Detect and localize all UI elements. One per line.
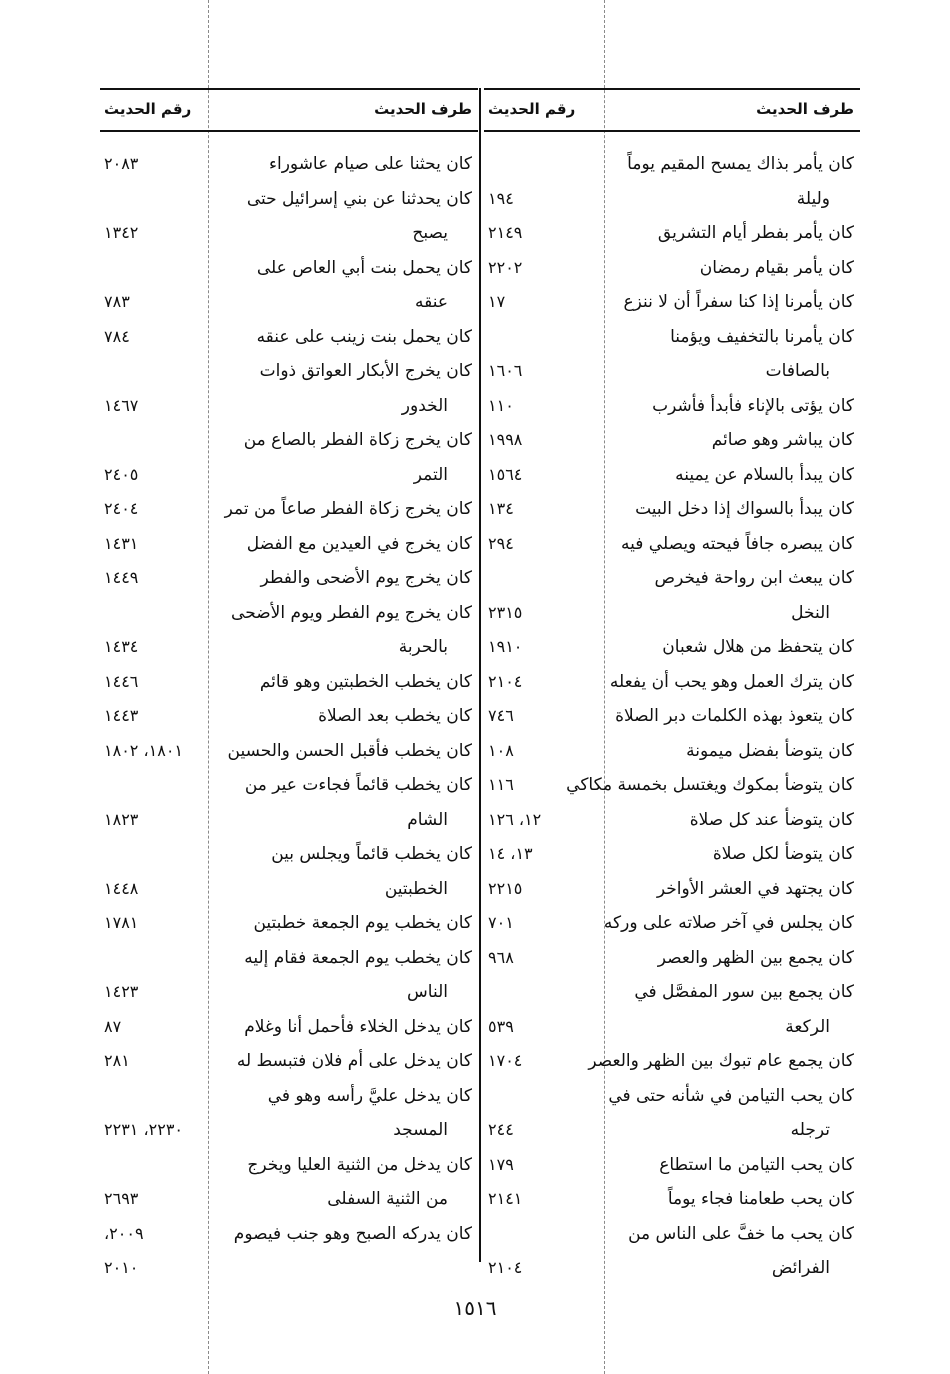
index-entry (484, 942, 860, 977)
hadith-number: ٢١٠٤ (488, 671, 523, 691)
hadith-term: كان يتوضأ بفضل ميمونة (686, 740, 854, 761)
index-entry (484, 1183, 860, 1218)
hadith-term: كان يجلس في آخر صلاته على وركه (603, 913, 854, 933)
index-entry (484, 1080, 860, 1115)
hadith-term: كان يحب التيامن في شأنه حتى في (608, 1085, 854, 1106)
hadith-term: من الثنية السفلى (327, 1189, 448, 1209)
hadith-term: كان يحب طعامنا فجاء يوماً (667, 1189, 854, 1209)
hadith-term: كان يدخل الخلاء فأحمل أنا وغلام (244, 1016, 472, 1037)
hadith-term: كان يبصره جافاً فيحته ويصلي فيه (621, 533, 854, 554)
hadith-number: ٧٠١ (488, 913, 514, 932)
hadith-number: ٢١٠٤ (488, 1258, 523, 1277)
index-entry (484, 1218, 860, 1253)
hadith-term: كان يدخل عليَّ رأسه وهو في (267, 1085, 472, 1106)
index-entry (100, 1252, 478, 1287)
hadith-term: كان يباشر وهو صائم (711, 430, 854, 450)
hadith-number: ١٤٤٣ (104, 706, 139, 725)
index-entry (100, 769, 478, 804)
hadith-number: ٩٦٨ (488, 947, 514, 967)
hadith-term: كان يتحفظ من هلال شعبان (662, 637, 854, 657)
hadith-term: الفرائض (771, 1258, 830, 1278)
hadith-number: ٢٤٠٥ (104, 464, 139, 484)
hadith-term: كان يجمع بين الظهر والعصر (657, 947, 854, 968)
hadith-term: كان يبدأ بالسلام عن يمينه (675, 464, 854, 485)
index-entry (484, 631, 860, 666)
index-entry (484, 700, 860, 735)
index-entry (484, 735, 860, 770)
hadith-number: ٢٠١٠ (104, 1258, 139, 1277)
hadith-number: ١٤٤٩ (104, 568, 139, 587)
index-entry (100, 1011, 478, 1046)
hadith-term: كان يأمرنا إذا كنا سفراً أن لا ننزع (623, 292, 854, 312)
hadith-number: ١٩٤ (488, 188, 514, 208)
header-term-label: طرف الحديث (756, 100, 854, 118)
hadith-term: الناس (407, 982, 448, 1002)
hadith-number: ١٤٤٦ (104, 671, 139, 691)
hadith-term: الركعة (785, 1016, 830, 1037)
hadith-term: التمر (413, 464, 448, 485)
index-entry (484, 597, 860, 632)
hadith-term: كان يخرج زكاة الفطر صاعاً من تمر (224, 499, 472, 519)
hadith-term: كان يحمل بنت أبي العاص على (256, 257, 472, 278)
index-entry (484, 1114, 860, 1149)
hadith-number: ١٤٣١ (104, 533, 139, 553)
hadith-number: ١٩١٠ (488, 637, 523, 656)
hadith-number: ٢١٤١ (488, 1189, 523, 1208)
hadith-number: ١٣٤ (488, 499, 514, 518)
hadith-number: ١٨٢٣ (104, 809, 139, 829)
index-rows (100, 148, 478, 1287)
hadith-number: ٢٨١ (104, 1051, 130, 1070)
hadith-term: المسجد (393, 1120, 448, 1140)
header-number-label: رقم الحديث (488, 100, 576, 118)
hadith-term: كان يدخل على أم فلان فتبسط له (236, 1051, 472, 1071)
hadith-number: ١٧٩ (488, 1154, 514, 1174)
hadith-term: كان يتعوذ بهذه الكلمات دبر الصلاة (615, 706, 854, 726)
hadith-term: كان يخرج يوم الأضحى والفطر (260, 568, 472, 588)
index-entry (100, 183, 478, 218)
index-entry (484, 976, 860, 1011)
index-entry (100, 390, 478, 425)
hadith-term: كان يجتهد في العشر الأواخر (656, 878, 854, 899)
hadith-term: كان يأمرنا بالتخفيف ويؤمنا (670, 326, 854, 347)
index-entry (484, 804, 860, 839)
index-entry (484, 562, 860, 597)
hadith-term: كان يتوضأ بمكوك ويغتسل بخمسة مكاكي (566, 775, 854, 795)
index-entry (100, 873, 478, 908)
hadith-term: كان يدركه الصبح وهو جنب فيصوم (233, 1223, 472, 1244)
hadith-number: ٢٠٠٩، (104, 1223, 144, 1243)
hadith-term: كان يحمل بنت زينب على عنقه (256, 326, 472, 347)
index-entry (100, 631, 478, 666)
hadith-term: كان يخطب بعد الصلاة (318, 706, 472, 726)
hadith-term: الخطبتين (384, 878, 448, 899)
index-entry (484, 286, 860, 321)
index-entry (484, 1252, 860, 1287)
hadith-number: ٧٨٤ (104, 326, 130, 346)
hadith-number: ٢٤٠٤ (104, 499, 139, 518)
hadith-term: كان يبدأ بالسواك إذا دخل البيت (635, 499, 854, 519)
index-entry (484, 493, 860, 528)
hadith-term: كان يجمع بين سور المفصَّل في (634, 982, 854, 1002)
index-entry (100, 1218, 478, 1253)
hadith-number: ١٤٦٧ (104, 395, 139, 415)
hadith-number: ٥٣٩ (488, 1016, 514, 1036)
hadith-term: كان يترك العمل وهو يحب أن يفعله (609, 671, 854, 692)
hadith-number: ١٥٦٤ (488, 464, 523, 484)
index-entry (484, 1011, 860, 1046)
hadith-number: ١٨٠١، ١٨٠٢ (104, 740, 183, 760)
hadith-term: الشام (407, 809, 448, 830)
hadith-term: كان يخطب فأقبل الحسن والحسين (227, 740, 472, 761)
header-term-label: طرف الحديث (374, 100, 472, 118)
hadith-term: كان يبعث ابن رواحة فيخرص (654, 568, 854, 588)
hadith-term: كان يحدثنا عن بني إسرائيل حتى (246, 188, 472, 209)
hadith-term: كان يحب التيامن ما استطاع (659, 1154, 854, 1175)
hadith-term: يصبح (412, 223, 448, 243)
index-entry (484, 873, 860, 908)
hadith-number: ٨٧ (104, 1016, 122, 1036)
index-entry (484, 769, 860, 804)
hadith-term: ترجله (790, 1120, 830, 1140)
column-header (100, 88, 478, 132)
hadith-term: كان يتوضأ عند كل صلاة (689, 809, 854, 830)
hadith-term: بالحربة (398, 637, 448, 657)
index-entry (100, 1149, 478, 1184)
index-entry (484, 1149, 860, 1184)
column-header (484, 88, 860, 132)
hadith-term: كان يتوضأ لكل صلاة (712, 844, 854, 864)
index-entry (100, 528, 478, 563)
hadith-term: كان يخطب يوم الجمعة خطبتين (253, 913, 472, 933)
hadith-number: ٢٣١٥ (488, 602, 523, 622)
index-entry (100, 424, 478, 459)
index-entry (484, 148, 860, 183)
hadith-number: ١٤٢٣ (104, 982, 139, 1001)
hadith-number: ١٢، ١٢٦ (488, 809, 542, 829)
index-entry (484, 424, 860, 459)
hadith-term: كان يخرج زكاة الفطر بالصاع من (243, 430, 472, 450)
index-entry (100, 838, 478, 873)
index-entry (100, 355, 478, 390)
index-entry (484, 217, 860, 252)
index-entry (100, 148, 478, 183)
hadith-number: ١١٠ (488, 395, 514, 415)
hadith-number: ٢٢١٥ (488, 878, 523, 898)
index-entry (484, 355, 860, 390)
hadith-number: ١٧ (488, 292, 506, 311)
hadith-term: كان يخرج في العيدين مع الفضل (246, 533, 472, 554)
hadith-number: ٢٠٨٣ (104, 154, 139, 173)
hadith-number: ٧٤٦ (488, 706, 514, 725)
hadith-term: بالصافات (765, 361, 830, 381)
index-entry (484, 183, 860, 218)
index-entry (100, 804, 478, 839)
hadith-number: ١٧٨١ (104, 913, 139, 932)
index-entry (100, 597, 478, 632)
index-entry (100, 562, 478, 597)
hadith-term: كان يأمر بقيام رمضان (699, 257, 854, 278)
index-entry (100, 321, 478, 356)
hadith-number: ٢٩٤ (488, 533, 514, 553)
hadith-number: ٢٤٤ (488, 1120, 514, 1139)
hadith-term: كان يخرج الأبكار العواتق ذوات (259, 361, 472, 381)
hadith-number: ١٦٠٦ (488, 361, 523, 380)
right-index-column (484, 88, 860, 1287)
hadith-term: كان يأمر بذاك يمسح المقيم يوماً (627, 154, 854, 174)
hadith-term: عنقه (415, 292, 448, 312)
hadith-term: وليلة (796, 188, 830, 209)
page-number: ١٥١٦ (453, 1296, 497, 1320)
hadith-number: ٢١٤٩ (488, 223, 523, 242)
index-entry (100, 942, 478, 977)
index-entry (100, 1080, 478, 1115)
index-entry (100, 493, 478, 528)
index-entry (100, 252, 478, 287)
hadith-number: ١٩٩٨ (488, 430, 523, 449)
hadith-term: كان يخرج يوم الفطر ويوم الأضحى (231, 602, 472, 623)
index-entry (484, 907, 860, 942)
index-entry (484, 666, 860, 701)
index-entry (100, 700, 478, 735)
hadith-number: ١٣، ١٤ (488, 844, 533, 863)
index-rows (484, 148, 860, 1287)
index-entry (100, 907, 478, 942)
column-separator (479, 88, 481, 1262)
hadith-number: ١٤٤٨ (104, 878, 139, 898)
hadith-term: كان يحب ما خفَّ على الناس من (628, 1223, 854, 1244)
index-entry (484, 459, 860, 494)
index-entry (100, 459, 478, 494)
index-entry (484, 528, 860, 563)
index-entry (100, 286, 478, 321)
hadith-term: كان يدخل من الثنية العليا ويخرج (247, 1154, 472, 1175)
hadith-term: كان يحثنا على صيام عاشوراء (268, 154, 472, 174)
hadith-number: ١٧٠٤ (488, 1051, 523, 1070)
index-entry (484, 321, 860, 356)
index-entry (100, 1045, 478, 1080)
hadith-number: ١١٦ (488, 775, 514, 794)
hadith-term: كان يجمع عام تبوك بين الظهر والعصر (588, 1051, 854, 1071)
index-entry (100, 1183, 478, 1218)
hadith-term: الخدور (401, 395, 448, 416)
hadith-term: كان يأمر بفطر أيام التشريق (657, 223, 854, 243)
hadith-term: كان يخطب الخطبتين وهو قائم (259, 671, 472, 692)
index-entry (100, 217, 478, 252)
index-entry (100, 1114, 478, 1149)
index-entry (484, 1045, 860, 1080)
index-entry (484, 838, 860, 873)
hadith-number: ٢٢٣٠، ٢٢٣١ (104, 1120, 183, 1139)
hadith-number: ٢٦٩٣ (104, 1189, 139, 1208)
hadith-term: كان يخطب قائماً فجاءت عير من (244, 775, 472, 795)
header-number-label: رقم الحديث (104, 100, 192, 118)
hadith-number: ٢٢٠٢ (488, 257, 523, 277)
hadith-number: ١٤٣٤ (104, 637, 139, 656)
hadith-term: كان يخطب قائماً ويجلس بين (271, 844, 472, 864)
hadith-number: ٧٨٣ (104, 292, 130, 311)
hadith-number: ١٣٤٢ (104, 223, 139, 242)
index-entry (100, 735, 478, 770)
left-index-column (100, 88, 478, 1287)
hadith-term: كان يخطب يوم الجمعة فقام إليه (244, 947, 472, 968)
index-entry (100, 976, 478, 1011)
index-entry (484, 390, 860, 425)
hadith-term: كان يؤتى بالإناء فأبدأ فأشرب (652, 395, 854, 416)
hadith-number: ١٠٨ (488, 740, 514, 760)
index-entry (100, 666, 478, 701)
hadith-term: النخل (791, 602, 830, 623)
index-entry (484, 252, 860, 287)
